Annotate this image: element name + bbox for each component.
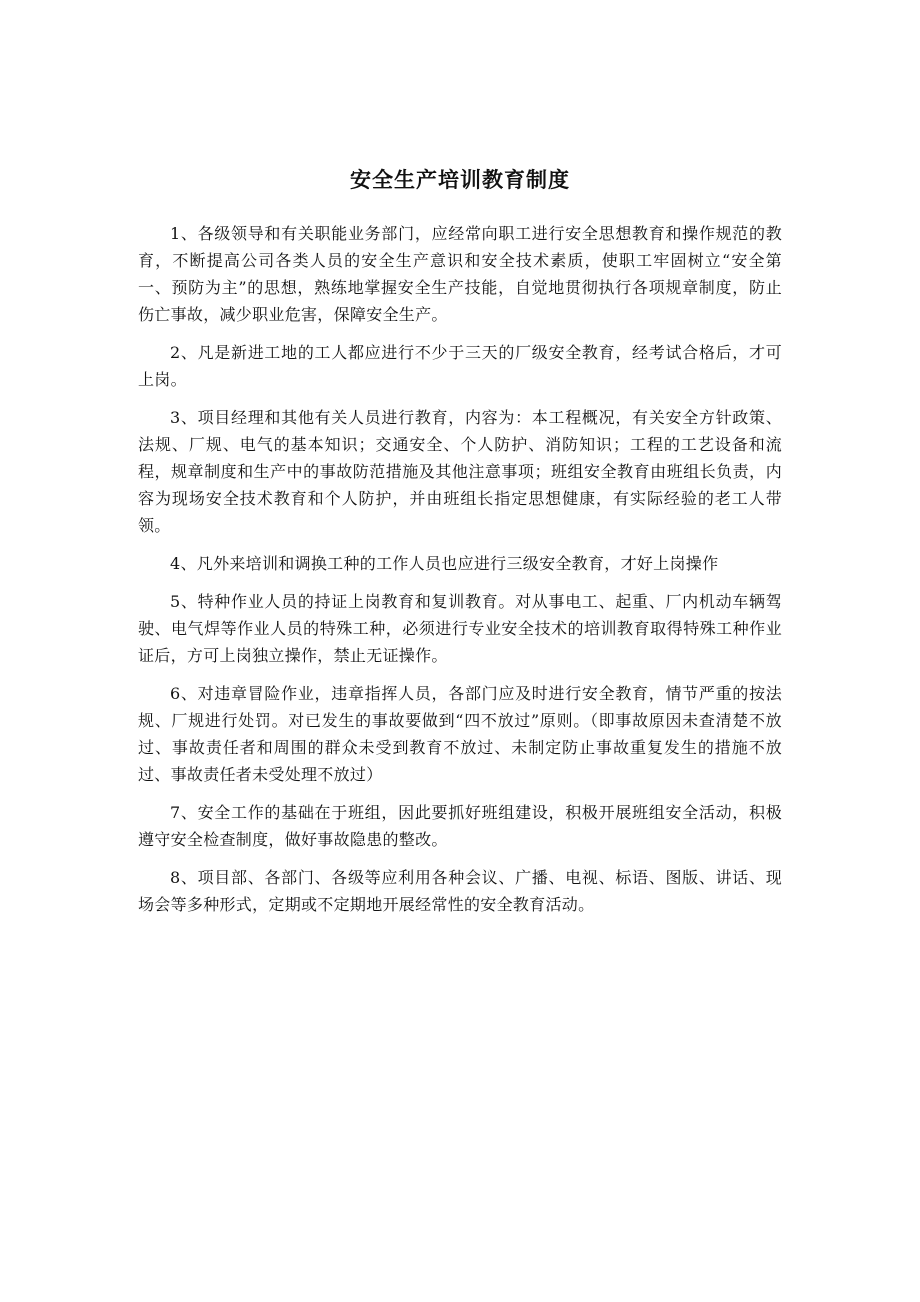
paragraph-8: 8、项目部、各部门、各级等应利用各种会议、广播、电视、标语、图版、讲话、现场会等多种形式，定期或不定期地开展经常性的安全教育活动。 [138,868,782,914]
document-body [138,220,782,929]
paragraph-4: 4、凡外来培训和调换工种的工作人员也应进行三级安全教育，才好上岗操作 [170,554,719,573]
paragraph-1: 1、各级领导和有关职能业务部门，应经常向职工进行安全思想教育和操作规范的教育，不断提高公司各类人员的安全生产意识和安全技术素质，使职工牢固树立“安全第一、预防为主”的思想，熟练地掌握安全生产技能，自觉地贯彻执行各项规章制度，防止伤亡事故，减少职业危害，保障安全生产。 [138,224,782,324]
paragraph-6: 6、对违章冒险作业，违章指挥人员，各部门应及时进行安全教育，情节严重的按法规、厂规进行处罚。对已发生的事故要做到“四不放过”原则。（即事故原因未查清楚不放过、事故责任者和周围的群众未受到教育不放过、未制定防止事故重复发生的措施不放过、事故责任者未受处理不放过） [138,684,782,784]
paragraph-2: 2、凡是新进工地的工人都应进行不少于三天的厂级安全教育，经考试合格后，才可上岗。 [138,343,782,389]
paragraph-5: 5、特种作业人员的持证上岗教育和复训教育。对从事电工、起重、厂内机动车辆驾驶、电气焊等作业人员的特殊工种，必须进行专业安全技术的培训教育取得特殊工种作业证后，方可上岗独立操作，禁止无证操作。 [138,592,782,665]
page-title: 安全生产培训教育制度 [350,168,570,192]
paragraph-7: 7、安全工作的基础在于班组，因此要抓好班组建设，积极开展班组安全活动，积极遵守安全检查制度，做好事故隐患的整改。 [138,803,782,849]
paragraph-3: 3、项目经理和其他有关人员进行教育，内容为：本工程概况，有关安全方针政策、法规、厂规、电气的基本知识；交通安全、个人防护、消防知识；工程的工艺设备和流程，规章制度和生产中的事故防范措施及其他注意事项；班组安全教育由班组长负责，内容为现场安全技术教育和个人防护，并由班组长指定思想健康，有实际经验的老工人带领。 [138,408,782,535]
